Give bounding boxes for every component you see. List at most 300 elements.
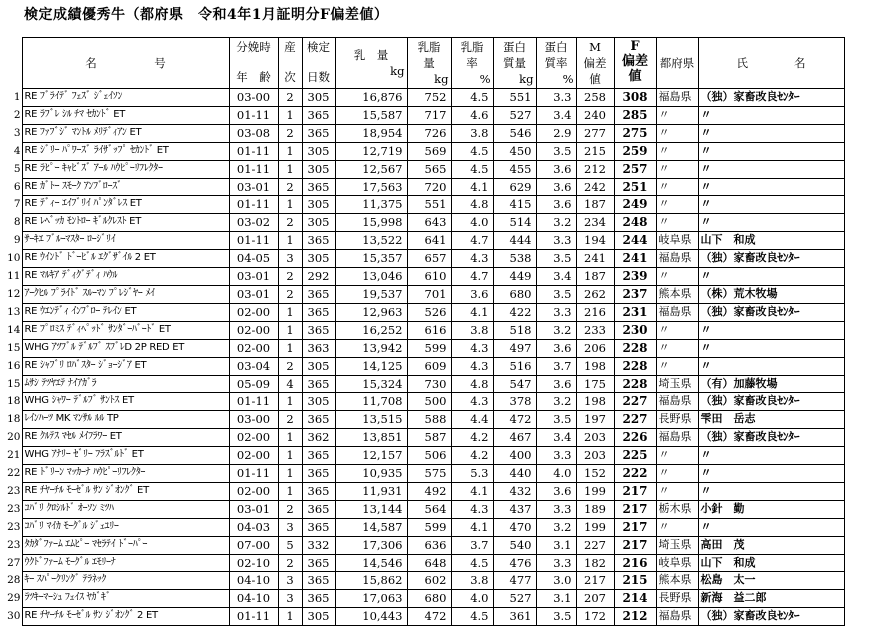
- results-table: [0, 37, 845, 626]
- row-days: 365: [302, 518, 335, 536]
- row-name: RE ｼﾞﾘｰ ﾊﾟﾜｰｽﾞ ﾗｲｻﾞｯﾌﾟ ｾｶﾝﾄﾞ ET: [22, 142, 229, 160]
- row-owner: 小針 勤: [698, 500, 844, 518]
- row-rank: 4: [13, 144, 21, 157]
- header-f-dev: F 偏差 値: [614, 38, 656, 89]
- row-milk: 15,324: [335, 375, 407, 393]
- row-protein-pct: 3.5: [536, 250, 576, 268]
- row-owner: 山下 和成: [698, 554, 844, 572]
- row-f-dev: 217: [614, 482, 656, 500]
- row-m-dev: 206: [576, 339, 614, 357]
- row-parity: 2: [278, 500, 302, 518]
- row-name: RE ﾗﾌﾞﾚ ｼﾙ ﾁﾏ ｾｶﾝﾄﾞ ET: [22, 106, 229, 124]
- row-age: 03-08: [229, 124, 278, 142]
- table-row: [0, 465, 844, 483]
- row-days: 365: [302, 572, 335, 590]
- row-m-dev: 198: [576, 393, 614, 411]
- table-row: [0, 590, 844, 608]
- row-m-dev: 172: [576, 608, 614, 626]
- row-milk: 14,125: [335, 357, 407, 375]
- row-rank: 20: [7, 431, 21, 444]
- header-pref: 都府県: [656, 38, 698, 89]
- row-fat: 575: [407, 465, 451, 483]
- row-milk: 15,587: [335, 106, 407, 124]
- row-rank: 13: [7, 305, 21, 318]
- row-owner: （独）家畜改良ｾﾝﾀｰ: [698, 89, 844, 107]
- row-parity: 4: [278, 375, 302, 393]
- row-pref: 福島県: [656, 250, 698, 268]
- row-owner: 〃: [698, 142, 844, 160]
- row-fat: 551: [407, 196, 451, 214]
- row-days: 365: [302, 411, 335, 429]
- row-protein-pct: 3.2: [536, 518, 576, 536]
- row-f-dev: 231: [614, 303, 656, 321]
- row-protein-pct: 3.3: [536, 303, 576, 321]
- row-owner: （独）家畜改良ｾﾝﾀｰ: [698, 393, 844, 411]
- row-age: 01-11: [229, 393, 278, 411]
- row-parity: 2: [278, 554, 302, 572]
- table-row: [0, 232, 844, 250]
- row-f-dev: 308: [614, 89, 656, 107]
- row-owner: 山下 和成: [698, 232, 844, 250]
- row-name: ｱｰｸﾋﾙ ﾌﾟﾗｲﾄﾞ ｽﾙｰﾏﾝ ﾌﾟﾚｼﾞﾔｰ ﾒｲ: [22, 285, 229, 303]
- row-age: 01-11: [229, 142, 278, 160]
- row-milk: 13,522: [335, 232, 407, 250]
- row-m-dev: 240: [576, 106, 614, 124]
- table-row: [0, 303, 844, 321]
- row-milk: 19,537: [335, 285, 407, 303]
- row-age: 03-01: [229, 268, 278, 286]
- row-fat-pct: 3.6: [451, 285, 493, 303]
- row-name: ﾚｲﾝﾊｰﾂ MK ﾏﾝｻﾙ ﾙﾙ TP: [22, 411, 229, 429]
- row-pref: 〃: [656, 106, 698, 124]
- row-milk: 16,876: [335, 89, 407, 107]
- row-protein: 551: [493, 89, 536, 107]
- row-milk: 11,931: [335, 482, 407, 500]
- row-fat-pct: 4.2: [451, 447, 493, 465]
- row-age: 07-00: [229, 536, 278, 554]
- row-owner: （独）家畜改良ｾﾝﾀｰ: [698, 303, 844, 321]
- row-owner: 〃: [698, 518, 844, 536]
- row-pref: 長野県: [656, 590, 698, 608]
- row-pref: 〃: [656, 124, 698, 142]
- row-fat-pct: 4.7: [451, 232, 493, 250]
- row-owner: （有）加藤牧場: [698, 375, 844, 393]
- row-protein: 476: [493, 554, 536, 572]
- row-fat: 643: [407, 214, 451, 232]
- row-milk: 17,306: [335, 536, 407, 554]
- row-f-dev: 228: [614, 339, 656, 357]
- row-f-dev: 225: [614, 447, 656, 465]
- row-milk: 12,157: [335, 447, 407, 465]
- row-rank: 28: [7, 574, 21, 587]
- row-name: RE ﾌﾞﾗｲﾃﾞ ﾌｪｽﾞ ｼﾞｪｲｿﾝ: [22, 89, 229, 107]
- row-owner: 〃: [698, 106, 844, 124]
- row-name: WHG ｱﾂﾌﾞﾙ ﾃﾞﾙﾌﾞ ｽﾌﾞﾚD 2P RED ET: [22, 339, 229, 357]
- row-name: RE ﾃﾞｨｰ ｴｲﾌﾞﾘｲ ﾊﾟﾝﾀﾞﾚｽ ET: [22, 196, 229, 214]
- row-protein-pct: 3.1: [536, 536, 576, 554]
- row-protein-pct: 3.6: [536, 160, 576, 178]
- row-name: RE ｶﾞﾄｰ ｽﾓｰｸ ｱﾝﾌﾞﾛｰｽﾞ: [22, 178, 229, 196]
- row-rank: 23: [7, 520, 21, 533]
- row-m-dev: 227: [576, 536, 614, 554]
- row-protein: 400: [493, 447, 536, 465]
- row-age: 04-05: [229, 250, 278, 268]
- row-fat-pct: 4.5: [451, 142, 493, 160]
- row-milk: 14,546: [335, 554, 407, 572]
- row-rank: 15: [7, 377, 21, 390]
- row-owner: 〃: [698, 447, 844, 465]
- row-fat: 720: [407, 178, 451, 196]
- table-row: [0, 124, 844, 142]
- row-parity: 1: [278, 106, 302, 124]
- header-milk: 乳 量 kg: [335, 38, 407, 89]
- row-protein-pct: 3.3: [536, 447, 576, 465]
- row-rank: 16: [7, 359, 21, 372]
- row-protein-pct: 3.6: [536, 482, 576, 500]
- row-name: ﾗﾂｷｰﾏｰｼｭ ﾌｪｲｽ ﾔｶﾞｷﾞ: [22, 590, 229, 608]
- row-fat: 726: [407, 124, 451, 142]
- row-fat-pct: 4.5: [451, 554, 493, 572]
- header-protpct: 蛋白 質率 %: [536, 38, 576, 89]
- row-days: 365: [302, 482, 335, 500]
- table-row: [0, 608, 844, 626]
- row-pref: 熊本県: [656, 572, 698, 590]
- row-protein-pct: 3.3: [536, 232, 576, 250]
- row-fat-pct: 4.3: [451, 250, 493, 268]
- row-days: 365: [302, 375, 335, 393]
- row-milk: 13,144: [335, 500, 407, 518]
- row-f-dev: 257: [614, 160, 656, 178]
- row-m-dev: 203: [576, 447, 614, 465]
- row-pref: 〃: [656, 321, 698, 339]
- table-row: [0, 518, 844, 536]
- header-fat: 乳脂 量 kg: [407, 38, 451, 89]
- row-protein-pct: 4.0: [536, 465, 576, 483]
- row-parity: 2: [278, 268, 302, 286]
- table-row: [0, 268, 844, 286]
- table-row: [0, 89, 844, 107]
- row-milk: 13,515: [335, 411, 407, 429]
- row-parity: 1: [278, 232, 302, 250]
- row-owner: 〃: [698, 465, 844, 483]
- row-f-dev: 249: [614, 196, 656, 214]
- row-owner: 新海 益二郎: [698, 590, 844, 608]
- row-milk: 10,935: [335, 465, 407, 483]
- row-protein: 449: [493, 268, 536, 286]
- row-parity: 1: [278, 465, 302, 483]
- row-age: 01-11: [229, 465, 278, 483]
- table-row: [0, 285, 844, 303]
- row-age: 02-00: [229, 447, 278, 465]
- table-row: [0, 250, 844, 268]
- row-milk: 12,719: [335, 142, 407, 160]
- row-age: 04-10: [229, 572, 278, 590]
- row-f-dev: 215: [614, 572, 656, 590]
- row-m-dev: 217: [576, 572, 614, 590]
- row-fat: 565: [407, 160, 451, 178]
- row-f-dev: 275: [614, 124, 656, 142]
- row-fat-pct: 4.1: [451, 518, 493, 536]
- row-fat-pct: 4.5: [451, 608, 493, 626]
- table-row: [0, 536, 844, 554]
- row-protein-pct: 3.2: [536, 214, 576, 232]
- row-milk: 18,954: [335, 124, 407, 142]
- row-protein-pct: 3.4: [536, 429, 576, 447]
- row-protein: 527: [493, 106, 536, 124]
- row-rank: 22: [7, 467, 21, 480]
- row-fat: 752: [407, 89, 451, 107]
- table-row: [0, 554, 844, 572]
- row-name: RE ｼｬﾌﾞﾘ ﾛﾊﾞｽﾀｰ ｼﾞｮｰｼﾞｱ ET: [22, 357, 229, 375]
- row-days: 365: [302, 447, 335, 465]
- row-rank: 23: [7, 538, 21, 551]
- row-days: 365: [302, 465, 335, 483]
- row-m-dev: 194: [576, 232, 614, 250]
- row-rank: 7: [13, 198, 21, 211]
- row-rank: 2: [13, 108, 21, 121]
- row-f-dev: 226: [614, 429, 656, 447]
- row-name: ｺﾊﾞﾘ ﾏｲｶ ﾓｰｸﾞﾙ ｼﾞｪﾕﾘｰ: [22, 518, 229, 536]
- row-f-dev: 212: [614, 608, 656, 626]
- row-owner: 〃: [698, 357, 844, 375]
- row-days: 305: [302, 89, 335, 107]
- row-m-dev: 197: [576, 411, 614, 429]
- row-age: 02-00: [229, 321, 278, 339]
- row-pref: 〃: [656, 339, 698, 357]
- row-m-dev: 187: [576, 268, 614, 286]
- row-pref: 福島県: [656, 89, 698, 107]
- header-m-dev: M 偏差 値: [576, 38, 614, 89]
- row-parity: 3: [278, 250, 302, 268]
- row-protein: 527: [493, 590, 536, 608]
- row-protein: 547: [493, 375, 536, 393]
- row-name: RE ｸﾙﾃｽ ﾏｾﾙ ﾒｲﾌﾗﾜｰ ET: [22, 429, 229, 447]
- row-fat-pct: 4.1: [451, 178, 493, 196]
- row-rank: 30: [7, 610, 21, 623]
- row-pref: 〃: [656, 268, 698, 286]
- row-age: 02-00: [229, 303, 278, 321]
- row-fat: 610: [407, 268, 451, 286]
- row-fat-pct: 4.3: [451, 393, 493, 411]
- row-f-dev: 222: [614, 465, 656, 483]
- row-f-dev: 217: [614, 500, 656, 518]
- row-f-dev: 216: [614, 554, 656, 572]
- row-age: 02-00: [229, 429, 278, 447]
- row-owner: 〃: [698, 339, 844, 357]
- row-rank: 10: [7, 252, 21, 265]
- row-pref: 〃: [656, 357, 698, 375]
- row-protein: 497: [493, 339, 536, 357]
- row-milk: 15,862: [335, 572, 407, 590]
- row-fat-pct: 4.5: [451, 89, 493, 107]
- row-parity: 1: [278, 447, 302, 465]
- row-m-dev: 189: [576, 500, 614, 518]
- header-name: 名 号: [22, 38, 229, 89]
- row-name: ｺﾊﾞﾘ ｸﾛｼﾙﾄﾞ ｵｰｿﾝ ﾐﾂﾊ: [22, 500, 229, 518]
- row-fat-pct: 4.2: [451, 429, 493, 447]
- row-fat: 599: [407, 339, 451, 357]
- table-row: [0, 357, 844, 375]
- row-protein: 467: [493, 429, 536, 447]
- row-name: ｳｸﾄﾞﾌｧｰﾑ ﾓｰｸﾞﾙ ｴﾓﾘｰﾅ: [22, 554, 229, 572]
- row-fat-pct: 4.8: [451, 375, 493, 393]
- row-name: WHG ｱﾅﾘｰ ｾﾞﾘｰ ﾌﾗｽﾞﾙﾄﾞ ET: [22, 447, 229, 465]
- row-name: RE ﾌｧﾌﾞｼﾞ ﾏﾝﾄﾙ ﾒﾘﾃﾞｨｱﾝ ET: [22, 124, 229, 142]
- row-pref: 〃: [656, 465, 698, 483]
- row-milk: 11,708: [335, 393, 407, 411]
- row-fat: 657: [407, 250, 451, 268]
- table-row: [0, 339, 844, 357]
- row-m-dev: 262: [576, 285, 614, 303]
- row-f-dev: 217: [614, 518, 656, 536]
- row-fat: 506: [407, 447, 451, 465]
- row-name: RE ﾁﾔｰﾁﾙ ﾓｰｾﾞﾙ ｻﾝ ｼﾞｵﾝｸﾞ ET: [22, 482, 229, 500]
- table-row: [0, 572, 844, 590]
- row-protein-pct: 3.4: [536, 106, 576, 124]
- header-prot: 蛋白 質量 kg: [493, 38, 536, 89]
- table-row: [0, 482, 844, 500]
- row-fat: 641: [407, 232, 451, 250]
- header-age: 分娩時 年 齢: [229, 38, 278, 89]
- row-f-dev: 217: [614, 536, 656, 554]
- row-fat: 636: [407, 536, 451, 554]
- table-row: [0, 106, 844, 124]
- row-parity: 2: [278, 411, 302, 429]
- row-protein: 450: [493, 142, 536, 160]
- row-f-dev: 259: [614, 142, 656, 160]
- row-milk: 12,963: [335, 303, 407, 321]
- row-pref: 福島県: [656, 303, 698, 321]
- row-f-dev: 214: [614, 590, 656, 608]
- row-age: 03-04: [229, 357, 278, 375]
- row-protein-pct: 3.2: [536, 321, 576, 339]
- row-protein-pct: 2.9: [536, 124, 576, 142]
- row-m-dev: 242: [576, 178, 614, 196]
- row-pref: 〃: [656, 178, 698, 196]
- row-protein: 629: [493, 178, 536, 196]
- row-pref: 〃: [656, 482, 698, 500]
- row-fat: 492: [407, 482, 451, 500]
- row-days: 365: [302, 321, 335, 339]
- row-m-dev: 152: [576, 465, 614, 483]
- header-owner: 氏 名: [698, 38, 844, 89]
- row-protein: 472: [493, 411, 536, 429]
- row-name: ﾑｻｼ ﾃﾂﾔｴﾃ ﾅｲｱｶﾞﾗ: [22, 375, 229, 393]
- row-parity: 1: [278, 608, 302, 626]
- row-m-dev: 233: [576, 321, 614, 339]
- table-row: [0, 160, 844, 178]
- row-milk: 16,252: [335, 321, 407, 339]
- row-rank: 18: [7, 395, 21, 408]
- row-m-dev: 187: [576, 196, 614, 214]
- row-rank: 15: [7, 341, 21, 354]
- row-pref: 福島県: [656, 429, 698, 447]
- row-days: 362: [302, 429, 335, 447]
- row-protein-pct: 3.5: [536, 608, 576, 626]
- row-days: 305: [302, 160, 335, 178]
- row-fat: 564: [407, 500, 451, 518]
- row-age: 03-02: [229, 214, 278, 232]
- row-owner: 高田 茂: [698, 536, 844, 554]
- row-age: 03-00: [229, 411, 278, 429]
- row-parity: 2: [278, 124, 302, 142]
- row-name: RE ﾄﾞﾘｰﾝ ﾏｯｶｰﾅ ﾊｳﾋﾟｰﾘﾌﾚｸﾀｰ: [22, 465, 229, 483]
- row-age: 01-11: [229, 196, 278, 214]
- row-parity: 2: [278, 214, 302, 232]
- row-owner: （独）家畜改良ｾﾝﾀｰ: [698, 250, 844, 268]
- row-age: 01-11: [229, 608, 278, 626]
- row-protein-pct: 3.2: [536, 393, 576, 411]
- row-protein: 518: [493, 321, 536, 339]
- table-header: [0, 38, 844, 89]
- row-name: ｻｰｷｴ ﾌﾞﾙｰﾏｽﾀｰ ﾛｰｼﾞﾘｲ: [22, 232, 229, 250]
- row-rank: 18: [7, 413, 21, 426]
- row-fat-pct: 4.3: [451, 339, 493, 357]
- row-parity: 2: [278, 178, 302, 196]
- table-row: [0, 142, 844, 160]
- row-owner: 〃: [698, 160, 844, 178]
- table-row: [0, 429, 844, 447]
- row-m-dev: 241: [576, 250, 614, 268]
- row-age: 02-00: [229, 339, 278, 357]
- row-owner: 〃: [698, 268, 844, 286]
- row-rank: 1: [13, 91, 21, 103]
- row-fat: 599: [407, 518, 451, 536]
- row-owner: 〃: [698, 196, 844, 214]
- row-protein: 546: [493, 124, 536, 142]
- row-m-dev: 199: [576, 518, 614, 536]
- row-name: ﾀｶﾀﾞﾌｧｰﾑ ｴﾑﾋﾟｰ ﾏｾﾗﾃｲ ﾄﾞｰﾊﾟｰ: [22, 536, 229, 554]
- row-fat-pct: 4.6: [451, 106, 493, 124]
- row-f-dev: 241: [614, 250, 656, 268]
- row-parity: 2: [278, 357, 302, 375]
- table-row: [0, 321, 844, 339]
- results-table-wrap: [0, 37, 845, 626]
- row-owner: （独）家畜改良ｾﾝﾀｰ: [698, 429, 844, 447]
- row-parity: 1: [278, 393, 302, 411]
- row-protein: 440: [493, 465, 536, 483]
- header-days: 検定 日数: [302, 38, 335, 89]
- row-days: 365: [302, 124, 335, 142]
- row-f-dev: 285: [614, 106, 656, 124]
- row-days: 365: [302, 500, 335, 518]
- table-row: [0, 375, 844, 393]
- row-f-dev: 227: [614, 411, 656, 429]
- row-protein: 540: [493, 536, 536, 554]
- row-protein-pct: 3.6: [536, 339, 576, 357]
- row-milk: 14,587: [335, 518, 407, 536]
- row-f-dev: 227: [614, 393, 656, 411]
- row-protein: 415: [493, 196, 536, 214]
- row-name: RE ﾚﾍﾞｯｶ ﾓﾝﾄﾛｰ ｷﾞﾙｸﾚｽﾄ ET: [22, 214, 229, 232]
- row-rank: 14: [7, 323, 21, 336]
- row-fat: 500: [407, 393, 451, 411]
- row-days: 332: [302, 536, 335, 554]
- row-pref: 埼玉県: [656, 375, 698, 393]
- row-f-dev: 251: [614, 178, 656, 196]
- row-days: 305: [302, 214, 335, 232]
- row-fat-pct: 5.3: [451, 465, 493, 483]
- row-m-dev: 199: [576, 482, 614, 500]
- row-parity: 1: [278, 321, 302, 339]
- row-protein-pct: 3.3: [536, 89, 576, 107]
- row-milk: 17,563: [335, 178, 407, 196]
- row-days: 305: [302, 608, 335, 626]
- row-m-dev: 212: [576, 160, 614, 178]
- row-owner: 〃: [698, 482, 844, 500]
- row-parity: 5: [278, 536, 302, 554]
- row-protein: 361: [493, 608, 536, 626]
